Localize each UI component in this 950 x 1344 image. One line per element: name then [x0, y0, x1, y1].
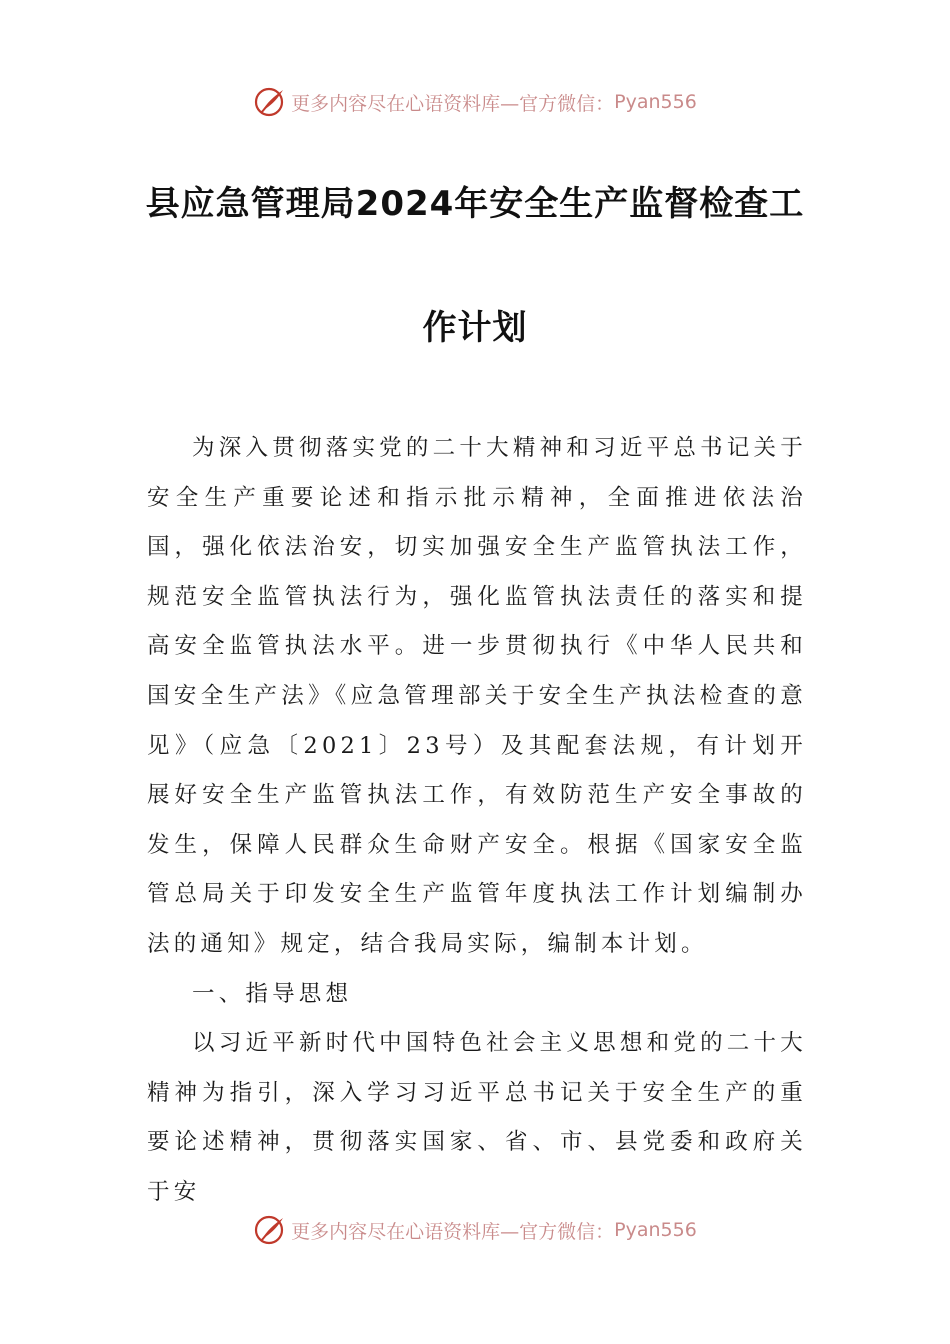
document-title-line-2: 作计划 — [422, 308, 528, 348]
quill-logo-icon — [253, 85, 287, 119]
watermark-text: 更多内容尽在心语资料库—官方微信： — [291, 92, 615, 115]
watermark-wechat-id: Pyan556 — [614, 91, 697, 113]
guiding-thought-paragraph: 以习近平新时代中国特色社会主义思想和党的二十大精神为指引，深入学习习近平总书记关于安全生产的重要论述精神，贯彻落实国家、省、市、县党委和政府关于安 — [147, 1030, 807, 1205]
watermark-text: 更多内容尽在心语资料库—官方微信： — [291, 1220, 615, 1243]
watermark-wechat-id: Pyan556 — [614, 1219, 697, 1241]
quill-logo-icon — [253, 1213, 287, 1247]
document-body — [147, 424, 807, 1218]
footer-watermark — [0, 1210, 950, 1250]
section-heading: 一、指导思想 — [192, 980, 353, 1007]
document-title-line-1: 县应急管理局2024年安全生产监督检查工 — [145, 184, 805, 224]
intro-paragraph: 为深入贯彻落实党的二十大精神和习近平总书记关于安全生产重要论述和指示批示精神，全面推进依法治国，强化依法治安，切实加强安全生产监管执法工作，规范安全监管执法行为，强化监管执法责任的落实和提高安全监管执法水平。进一步贯彻执行《中华人民共和国安全生产法》《应急管理部关于安全生产执法检查的意见》（应急〔2021〕23号）及其配套法规，有计划开展好安全生产监管执法工作，有效防范生产安全事故的发生，保障人民群众生命财产安全。根据《国家安全监管总局关于印发安全生产监管年度执法工作计划编制办法的通知》规定，结合我局实际，编制本计划。 — [147, 435, 807, 957]
header-watermark — [0, 82, 950, 122]
